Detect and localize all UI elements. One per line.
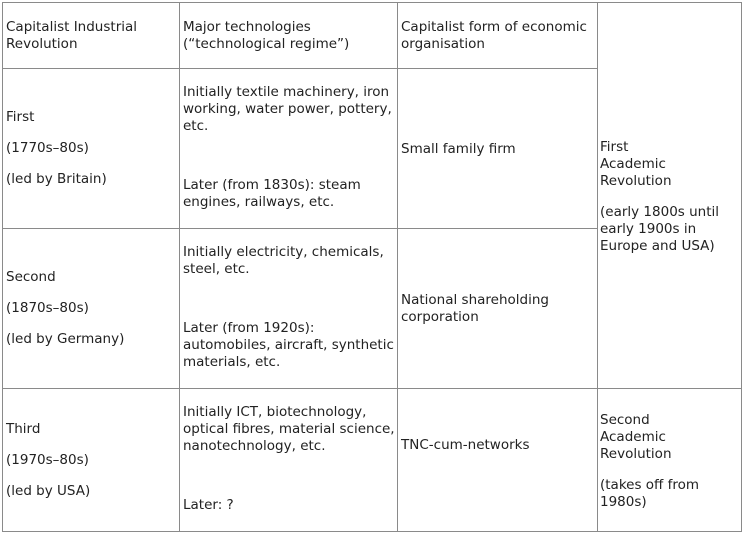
header-divider bbox=[2, 68, 597, 69]
row-second-revolution bbox=[6, 269, 174, 348]
revolution-period: (1970s–80s) bbox=[6, 452, 89, 468]
revolution-leader: (led by Britain) bbox=[6, 171, 107, 187]
revolution-leader: (led by Germany) bbox=[6, 331, 125, 347]
row-first-organisation: Small family firm bbox=[401, 141, 516, 157]
table-border-bottom bbox=[2, 531, 742, 532]
technologies-initial: Initially ICT, biotechnology, optical fibres, material science, nanotechnology, etc. bbox=[183, 404, 395, 454]
technologies-initial: Initially electricity, chemicals, steel, etc. bbox=[183, 244, 384, 277]
revolution-name: Third bbox=[6, 421, 41, 437]
row-third-organisation: TNC-cum-networks bbox=[401, 437, 530, 453]
table-border-top bbox=[2, 2, 742, 3]
table-border-right bbox=[741, 2, 742, 532]
row-first-technologies bbox=[183, 84, 395, 211]
row-third-revolution bbox=[6, 421, 174, 500]
row-third-technologies bbox=[183, 404, 395, 514]
second-academic-revolution bbox=[600, 412, 720, 511]
revolution-name: Second bbox=[6, 269, 56, 285]
revolution-name: First bbox=[6, 109, 35, 125]
technologies-later: Later (from 1830s): steam engines, railways, etc. bbox=[183, 177, 361, 210]
header-major-technologies: Major technologies (“technological regime”) bbox=[183, 19, 350, 52]
header-industrial-revolution: Capitalist Industrial Revolution bbox=[6, 19, 138, 52]
technologies-later: Later (from 1920s): automobiles, aircraft, synthetic materials, etc. bbox=[183, 320, 394, 370]
col-divider-2 bbox=[397, 2, 398, 532]
first-academic-revolution bbox=[600, 139, 738, 255]
row-divider-2 bbox=[2, 388, 742, 389]
row-divider-1 bbox=[2, 228, 597, 229]
academic-revolution-name: First Academic Revolution bbox=[600, 139, 672, 189]
row-first-revolution bbox=[6, 109, 174, 188]
col-divider-1 bbox=[179, 2, 180, 532]
technologies-initial: Initially textile machinery, iron working, water power, pottery, etc. bbox=[183, 84, 392, 134]
academic-revolution-period: (early 1800s until early 1900s in Europe and USA) bbox=[600, 204, 720, 254]
revolution-leader: (led by USA) bbox=[6, 483, 91, 499]
revolution-period: (1870s–80s) bbox=[6, 300, 89, 316]
academic-revolution-name: Second Academic Revolution bbox=[600, 412, 672, 462]
row-second-technologies bbox=[183, 244, 395, 371]
technologies-later: Later: ? bbox=[183, 497, 234, 513]
revolution-period: (1770s–80s) bbox=[6, 140, 89, 156]
row-second-organisation: National shareholding corporation bbox=[401, 292, 549, 325]
col-divider-3 bbox=[597, 2, 598, 532]
table-border-left bbox=[2, 2, 3, 532]
academic-revolution-period: (takes off from 1980s) bbox=[600, 477, 700, 510]
header-economic-organisation: Capitalist form of economic organisation bbox=[401, 19, 587, 52]
